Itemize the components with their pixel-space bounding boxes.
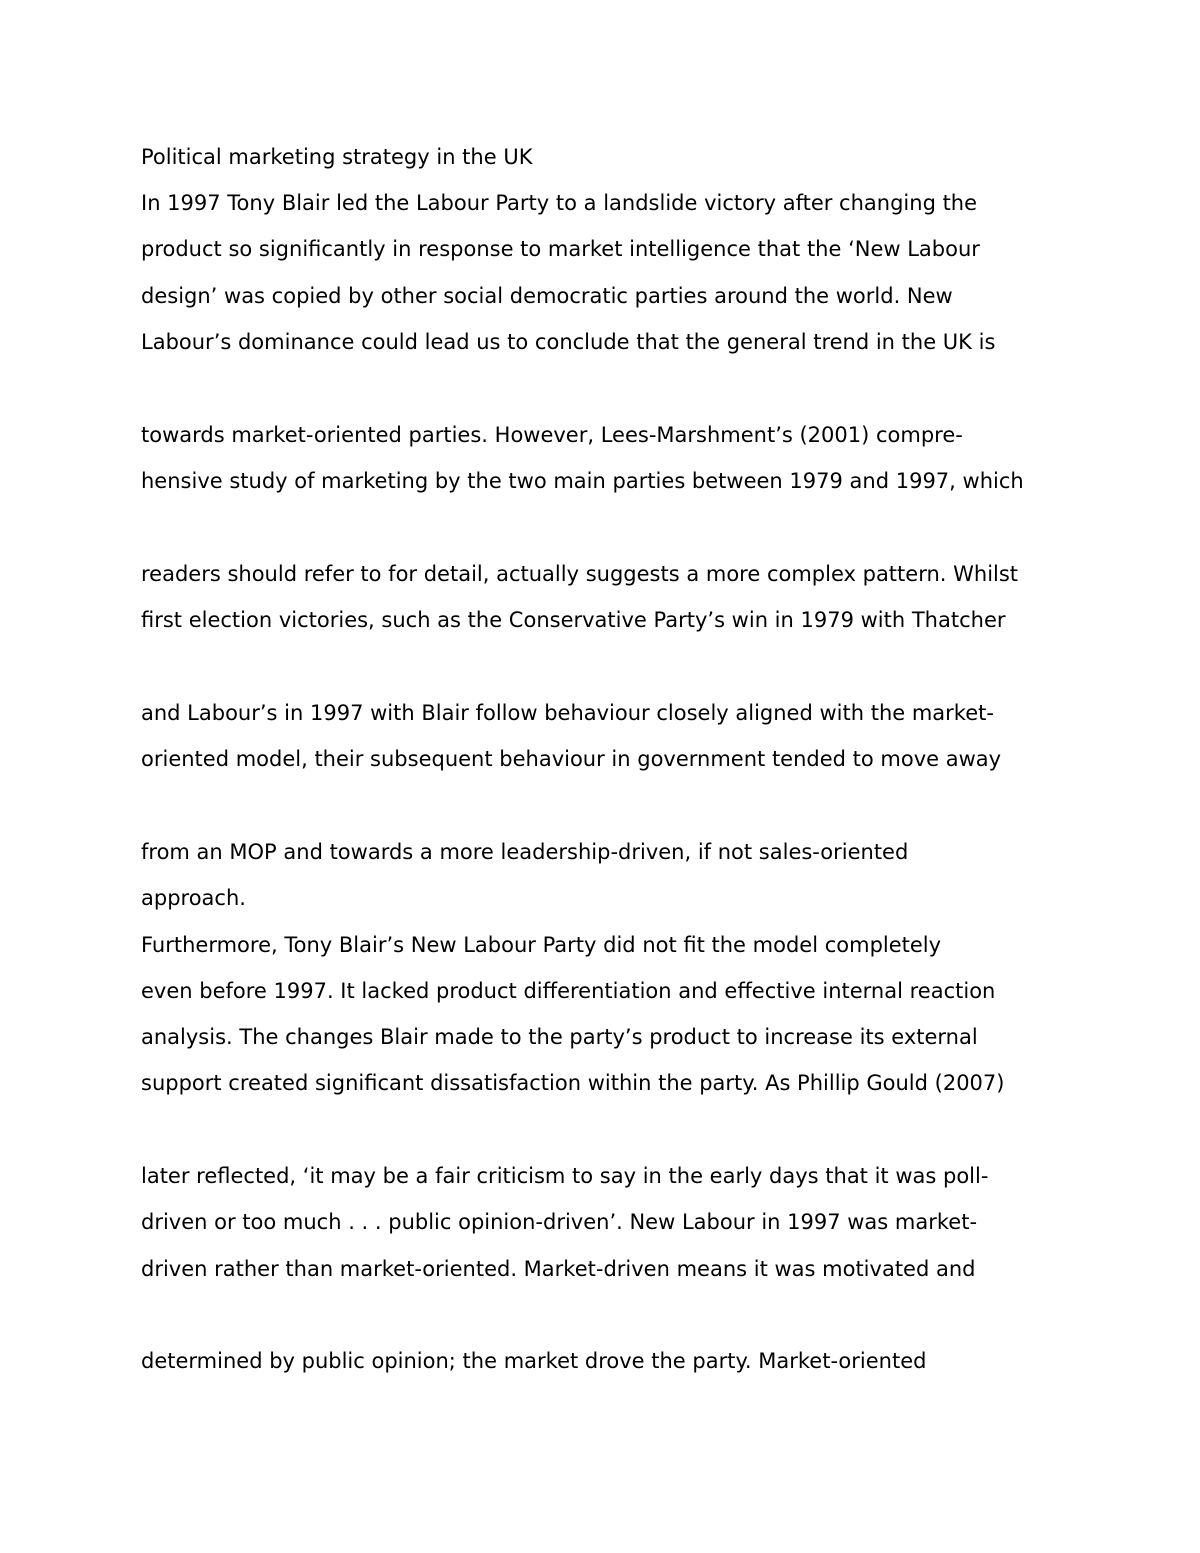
text-line: towards market-oriented parties. However, Lees-Marshment’s (2001) compre- — [141, 423, 963, 447]
text-line: design’ was copied by other social democratic parties around the world. New — [141, 284, 953, 308]
text-line: support created significant dissatisfaction within the party. As Phillip Gould (2007) — [141, 1071, 1005, 1095]
text-line: product so significantly in response to market intelligence that the ‘New Labour — [141, 237, 980, 261]
text-line: Furthermore, Tony Blair’s New Labour Party did not fit the model completely — [141, 933, 942, 957]
text-line: driven or too much . . . public opinion-driven’. New Labour in 1997 was market- — [141, 1210, 978, 1234]
text-line: Labour’s dominance could lead us to conclude that the general trend in the UK is — [141, 330, 996, 354]
text-line: readers should refer to for detail, actually suggests a more complex pattern. Whilst — [141, 562, 1019, 586]
text-line: determined by public opinion; the market drove the party. Market-oriented — [141, 1349, 927, 1373]
text-line: and Labour’s in 1997 with Blair follow behaviour closely aligned with the market- — [141, 701, 994, 725]
text-line: oriented model, their subsequent behaviour in government tended to move away — [141, 747, 1002, 771]
text-line: hensive study of marketing by the two main parties between 1979 and 1997, which — [141, 469, 1024, 493]
text-line: analysis. The changes Blair made to the party’s product to increase its external — [141, 1025, 978, 1049]
text-line: approach. — [141, 886, 246, 910]
text-line: first election victories, such as the Conservative Party’s win in 1979 with Thatcher — [141, 608, 1006, 632]
text-line: later reflected, ‘it may be a fair criticism to say in the early days that it was poll- — [141, 1164, 989, 1188]
text-line: even before 1997. It lacked product differentiation and effective internal reaction — [141, 979, 996, 1003]
document-title: Political marketing strategy in the UK — [141, 145, 533, 169]
text-line: In 1997 Tony Blair led the Labour Party to a landslide victory after changing the — [141, 191, 978, 215]
text-line: from an MOP and towards a more leadership-driven, if not sales-oriented — [141, 840, 909, 864]
text-line: driven rather than market-oriented. Market-driven means it was motivated and — [141, 1257, 976, 1281]
